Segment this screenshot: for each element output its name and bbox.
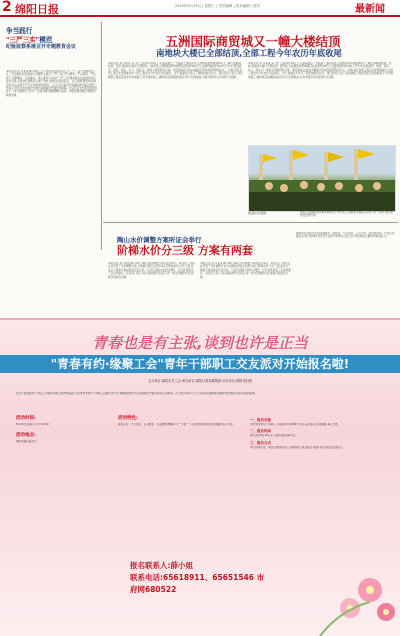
second-kicker: 陶山水价调整方案听证会举行	[117, 236, 202, 244]
main-body-right: 本报讯(记者 李某某 实习生 王某)8月19日上午,随着最后一方混凝土浇筑完成,五洲国际商贸城南地块又一幢大楼顺利结顶。至此,南地块大楼已全部结顶。据介绍,五洲国际商贸城项目总投资约50亿元,总建筑面积约100万平方米,是集商贸、物流、展示、办公、居住为一体的大型商贸综合体。项目建成后,将成为辐射川西北的商贸物流中心。目前,项目各项工程正在加紧推进中,全部工程预计今年农历年底收尾。当天,参建各方举行了简短的结顶仪式。项目负责人表示,将在确保工程质量和安全的前提下,科学组织施工,确保项目按期建成投用,早日发挥效益,为我市经济社会发展作出贡献。	[248, 62, 394, 79]
sidebar-body: 本报讯(记者 李某某)8月19日上午,市纪检监察系统召开"三严三实"专题教育会议。会议要求,纪检监察干部要带头践行"三严三实",严以修身、严以用权、严以律己,谋事要实、创业要实、做人要实,切实把"三严三实"要求落实到监督执纪问责全过程,以铁的纪律锻造忠诚干净担当的纪检监察队伍。会议强调,要坚持问题导向,深入查找不严不实问题,即知即改、立行立改,推动党风廉政建设和反腐败工作深入开展,为加快建设中国科技城提供坚强纪律保障。会议还对全市纪检监察系统下一步专题教育工作作了安排部署,强调要精心组织、周密部署,确保专题教育取得实效。	[6, 70, 98, 97]
photo-caption: 结顶仪式现场。	[248, 211, 270, 215]
sidebar-headline-red: "三严三实"	[6, 35, 40, 44]
edition-info: 2015年8月19日 | 星期三 | 责任编辑 | 美术编辑 | 校对	[175, 4, 261, 8]
main-body-left: 本报讯(记者 李某某 实习生 王某)8月19日上午,随着最后一方混凝土浇筑完成,五洲国际商贸城南地块又一幢大楼顺利结顶。至此,南地块大楼已全部结顶。据介绍,五洲国际商贸城项目总投资约50亿元,总建筑面积约100万平方米,是集商贸、物流、展示、办公、居住为一体的大型商贸综合体。项目建成后,将成为辐射川西北的商贸物流中心。目前,项目各项工程正在加紧推进中,全部工程预计今年农历年底收尾。当天,参建各方举行了简短的结顶仪式。项目负责人表示,将在确保工程质量和安全的前提下,科学组织施工,确保项目按期建成投用,早日发挥效益,为我市经济社会发展作出贡献。	[108, 62, 243, 79]
requirement-text: 全市单身青年干部职工,年龄在22至40周岁之间,品行端正,身体健康,真心交友。	[250, 423, 341, 426]
reg-method-text: 本人持身份证、单位证明到市总工会或绵阳日报社报名,或拨打报名电话登记报名。	[250, 445, 345, 449]
event-banner	[0, 318, 400, 636]
banner-time-place	[16, 415, 108, 535]
second-body-a: 本报讯(记者 李某某)8月19日,陶山水价调整方案听证会举行。听证会上,供水企业介绍了水价调整方案,方案提出居民生活用水实行阶梯水价,分为三级,并设计了两套方案供参会代表讨论。与会代表就方案的合理性、可行性等发表了意见和建议。有关部门表示,将认真梳理代表意见,进一步完善调整方案,按程序报批后实施。	[108, 262, 196, 279]
features-text: 游戏互动、才艺展示、心动配对、礼品赠送,精彩环节一个接一个,等你来体验!现场还将抽取幸运大奖。	[118, 423, 235, 426]
section-divider	[103, 222, 398, 223]
second-body-c: 参加听证会的代表包括消费者、经营者、专家学者、人大代表、政协委员等。代表们普遍认为,实行阶梯水价有利于促进节约用水,但应充分考虑低收入群体的承受能力。	[296, 232, 395, 239]
photo-side-text: 据悉,五洲国际商贸城北地块将于明年完工,届时将全面投入运营,为广大商户提供更好的经营环境。	[300, 211, 394, 218]
requirement-label: 一、报名对象	[250, 418, 271, 422]
contact-block	[130, 560, 270, 596]
place-label: 活动地点:	[16, 433, 36, 439]
newspaper-header	[0, 0, 400, 17]
time-text: 8月29日(星期六)下午14:00	[16, 423, 49, 426]
contact-phone[interactable]: 联系电话:65618911、65651546 市府网680522	[130, 573, 265, 594]
reg-method-label: 三、报名方式	[250, 440, 271, 445]
section-name: 最新闻	[355, 4, 385, 15]
column-divider	[101, 22, 102, 250]
banner-slogan: 青春也是有主张,谈到也许是正当	[92, 334, 308, 352]
banner-registration	[250, 415, 385, 555]
second-headline[interactable]: 阶梯水价分三级 方案有两套	[117, 244, 253, 257]
reg-time-label: 二、报名时间	[250, 429, 271, 434]
sidebar-headline[interactable]	[6, 27, 98, 50]
page-number: 2	[2, 0, 12, 15]
sidebar-headline-mid: 模范	[39, 35, 53, 44]
topping-out-photo	[248, 145, 396, 212]
banner-host-line: 主办单位:绵阳市总工会 承办单位:绵阳日报传媒集团 协办单位:绵阳市妇联	[147, 379, 253, 383]
time-label: 活动时间:	[16, 416, 36, 421]
second-body-b: 本报讯(记者 李某某)8月19日,陶山水价调整方案听证会举行。听证会上,供水企业介绍了水价调整方案,方案提出居民生活用水实行阶梯水价,分为三级,并设计了两套方案供参会代表讨论。与会代表就方案的合理性、可行性等发表了意见和建议。有关部门表示,将认真梳理代表意见,进一步完善调整方案,按程序报批后实施。	[200, 262, 291, 279]
sidebar-headline-prefix: 争当践行	[6, 27, 33, 35]
place-text: 绵阳某酒店宴会厅	[16, 440, 37, 444]
masthead-title: 绵阳日报	[15, 3, 59, 16]
flower-decoration-icon	[300, 550, 400, 636]
features-label: 活动特色:	[118, 416, 138, 421]
main-headline[interactable]: 五洲国际商贸城又一幢大楼结顶	[165, 34, 341, 49]
contact-person: 报名联系人:薛小姐	[130, 561, 193, 570]
banner-features	[118, 415, 238, 535]
crowd-illustration	[249, 146, 395, 211]
main-subheadline: 南地块大楼已全部结顶,全部工程今年农历年底收尾	[156, 48, 342, 58]
banner-title[interactable]: "青春有约·缘聚工会"青年干部职工交友派对开始报名啦!	[0, 355, 400, 373]
reg-time-text: 即日起至8月26日止,名额有限,报满为止。	[250, 434, 299, 438]
banner-intro: 在这个浪漫的季节,市总工会携手绵阳日报传媒集团,为全市单身青年干部职工搭建交友平台,诚邀您的参与!活动将通过丰富多彩的互动游戏、才艺展示等环节,让大家在轻松愉快的氛围中相识相知,收获友谊和爱情。	[16, 392, 258, 395]
sidebar-headline-tail: 纪检监察系统召开专题教育会议	[6, 44, 77, 50]
